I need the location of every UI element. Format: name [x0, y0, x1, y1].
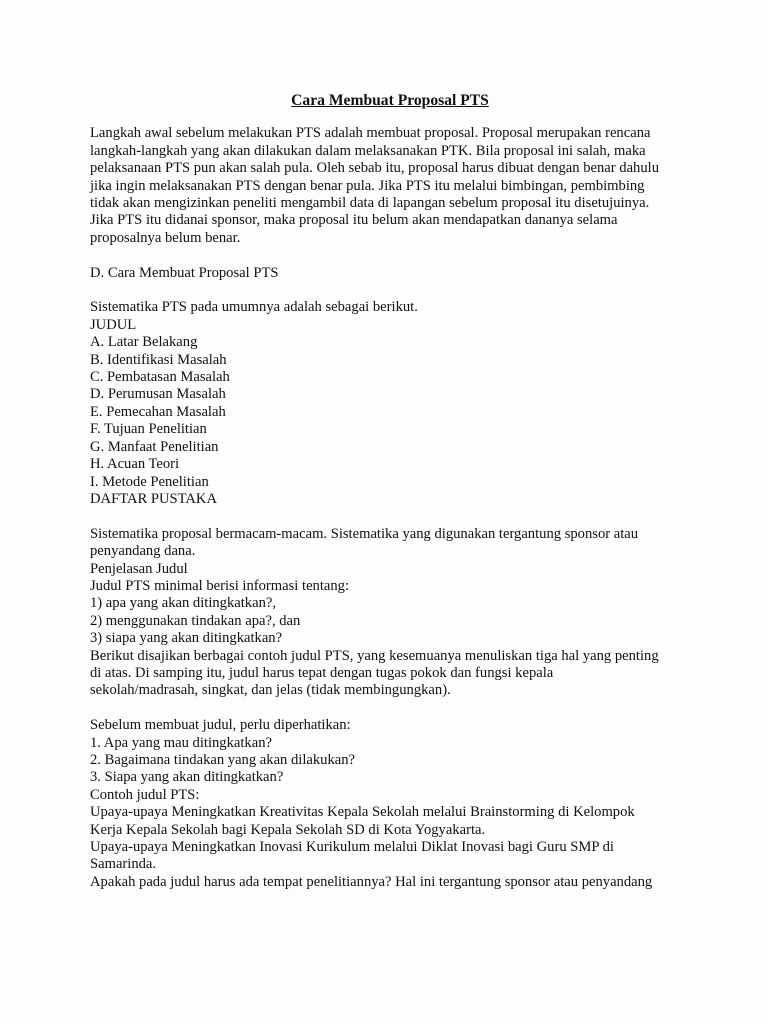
list-item: DAFTAR PUSTAKA: [90, 490, 217, 507]
list-item: B. Identifikasi Masalah: [90, 351, 227, 368]
document-body: [90, 92, 690, 891]
text-line: Upaya-upaya Meningkatkan Kreativitas Kepala Sekolah melalui Brainstorming di Kelompok: [90, 804, 635, 821]
text-line: 3. Siapa yang akan ditingkatkan?: [90, 769, 284, 786]
text-line: Apakah pada judul harus ada tempat penelitiannya? Hal ini tergantung sponsor atau penyandang: [90, 873, 653, 890]
text-line: Penjelasan Judul: [90, 560, 188, 577]
systematics-block: [90, 299, 690, 508]
text-line: 3) siapa yang akan ditingkatkan?: [90, 630, 283, 647]
text-line: Samarinda.: [90, 856, 157, 873]
text-line: sekolah/madrasah, singkat, dan jelas (tidak membingungkan).: [90, 682, 451, 699]
text-line: tidak akan mengizinkan peneliti mengambil data di lapangan sebelum proposal itu disetujuinya.: [90, 195, 650, 212]
list-item: A. Latar Belakang: [90, 334, 198, 351]
paragraph-gap: [90, 700, 690, 717]
text-line: 2. Bagaimana tindakan yang akan dilakukan?: [90, 751, 356, 768]
text-line: Jika PTS itu didanai sponsor, maka proposal itu belum akan mendapatkan dananya selama: [90, 212, 618, 229]
text-line: di atas. Di samping itu, judul harus tepat dengan tugas pokok dan fungsi kepala: [90, 664, 554, 681]
list-item: D. Perumusan Masalah: [90, 386, 226, 403]
text-line: Langkah awal sebelum melakukan PTS adalah membuat proposal. Proposal merupakan rencana: [90, 125, 651, 142]
text-line: jika ingin melaksanakan PTS dengan benar pula. Jika PTS itu melalui bimbingan, pembimbing: [90, 177, 645, 194]
text-line: Upaya-upaya Meningkatkan Inovasi Kurikulum melalui Diklat Inovasi bagi Guru SMP di: [90, 839, 614, 855]
paragraph-gap: [90, 247, 690, 264]
list-item: F. Tujuan Penelitian: [90, 421, 207, 438]
section-heading: D. Cara Membuat Proposal PTS: [90, 264, 279, 281]
text-line: Sistematika proposal bermacam-macam. Sistematika yang digunakan tergantung sponsor atau: [90, 525, 639, 542]
text-line: Sebelum membuat judul, perlu diperhatikan:: [90, 717, 351, 734]
intro-paragraph: [90, 125, 690, 247]
text-line: Judul PTS minimal berisi informasi tentang:: [90, 577, 350, 594]
document-title: Cara Membuat Proposal PTS: [291, 92, 489, 109]
text-line: penyandang dana.: [90, 543, 196, 560]
paragraph-gap: [90, 282, 690, 299]
list-item: H. Acuan Teori: [90, 456, 180, 473]
text-line: Berikut disajikan berbagai contoh judul PTS, yang kesemuanya menuliskan tiga hal yang penting: [90, 647, 659, 664]
list-item: I. Metode Penelitian: [90, 473, 209, 490]
systematics-intro: Sistematika PTS pada umumnya adalah sebagai berikut.: [90, 299, 418, 316]
text-line: Kerja Kepala Sekolah bagi Kepala Sekolah SD di Kota Yogyakarta.: [90, 821, 486, 838]
title-examples-block: [90, 717, 690, 891]
text-line: 1) apa yang akan ditingkatkan?,: [90, 595, 276, 612]
text-line: proposalnya belum benar.: [90, 229, 241, 246]
text-line: Contoh judul PTS:: [90, 786, 200, 803]
paragraph-gap: [90, 508, 690, 525]
list-item: G. Manfaat Penelitian: [90, 438, 219, 455]
list-item: E. Pemecahan Masalah: [90, 403, 226, 420]
text-line: langkah-langkah yang akan dilakukan dalam melaksanakan PTK. Bila proposal ini salah, maka: [90, 142, 646, 159]
title-explanation-block: [90, 526, 690, 700]
list-item: C. Pembatasan Masalah: [90, 369, 230, 386]
text-line: 1. Apa yang mau ditingkatkan?: [90, 734, 272, 751]
text-line: 2) menggunakan tindakan apa?, dan: [90, 612, 301, 629]
list-item: JUDUL: [90, 316, 137, 333]
text-line: pelaksanaan PTS pun akan salah pula. Oleh sebab itu, proposal harus dibuat dengan benar dahulu: [90, 160, 659, 177]
